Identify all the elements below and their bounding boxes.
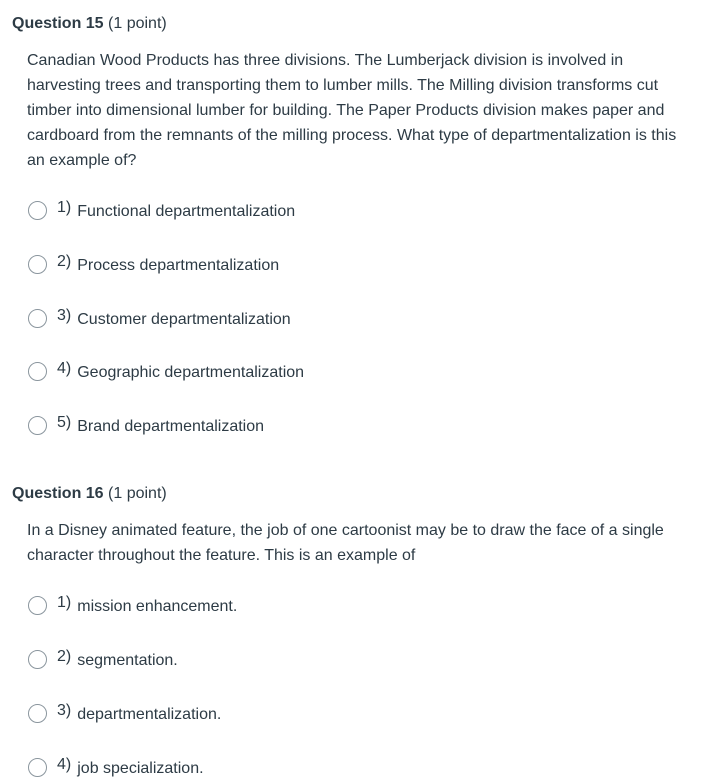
answer-option-4[interactable]: [28, 358, 304, 384]
option-text: segmentation.: [77, 652, 178, 669]
option-text: mission enhancement.: [77, 598, 238, 615]
option-text: job specialization.: [77, 760, 204, 777]
option-number: 2): [57, 253, 72, 270]
question-points: (1 point): [108, 15, 167, 32]
option-text: Process departmentalization: [77, 257, 280, 274]
answer-option-2[interactable]: [28, 251, 279, 277]
answer-option-2[interactable]: [28, 646, 178, 672]
option-text: departmentalization.: [77, 706, 222, 723]
answer-option-5[interactable]: [28, 412, 264, 438]
option-number: 3): [57, 702, 72, 719]
answer-option-1[interactable]: [28, 197, 295, 223]
question-header: [12, 484, 167, 504]
answer-option-3[interactable]: [28, 305, 291, 331]
answer-option-3[interactable]: [28, 700, 221, 726]
option-text: Brand departmentalization: [77, 418, 265, 435]
question-title: Question 15: [12, 15, 104, 32]
question-prompt: Canadian Wood Products has three divisions. The Lumberjack division is involved in harvesting trees and transporting them to lumber mills. The Milling division transforms cut timber into dimensional lumber for building. The Paper Products division makes paper and cardboard from the remnants of the milling process. What type of departmentalization is this an example of?: [27, 52, 677, 169]
question-title: Question 16: [12, 485, 104, 502]
radio-button[interactable]: [28, 650, 47, 669]
radio-button[interactable]: [28, 255, 47, 274]
radio-button[interactable]: [28, 758, 47, 777]
radio-button[interactable]: [28, 416, 47, 435]
question-prompt: In a Disney animated feature, the job of one cartoonist may be to draw the face of a single character throughout the feature. This is an example of: [27, 522, 664, 564]
option-number: 4): [57, 360, 72, 377]
radio-button[interactable]: [28, 362, 47, 381]
answer-option-4[interactable]: [28, 754, 204, 780]
option-number: 4): [57, 756, 72, 773]
option-number: 1): [57, 199, 72, 216]
question-header: [12, 14, 167, 34]
option-text: Customer departmentalization: [77, 311, 291, 328]
radio-button[interactable]: [28, 704, 47, 723]
radio-button[interactable]: [28, 596, 47, 615]
option-text: Functional departmentalization: [77, 203, 296, 220]
option-number: 2): [57, 648, 72, 665]
option-text: Geographic departmentalization: [77, 364, 305, 381]
radio-button[interactable]: [28, 309, 47, 328]
option-number: 1): [57, 594, 72, 611]
question-points: (1 point): [108, 485, 167, 502]
option-number: 3): [57, 307, 72, 324]
radio-button[interactable]: [28, 201, 47, 220]
answer-option-1[interactable]: [28, 592, 237, 618]
option-number: 5): [57, 414, 72, 431]
